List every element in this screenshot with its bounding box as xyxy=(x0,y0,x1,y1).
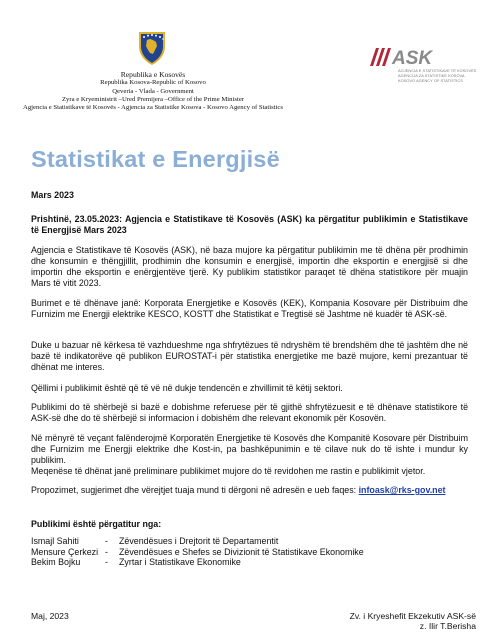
paragraph-thanks: Në mënyrë të veçant falënderojmë Korporatën Energjetike të Kosovës dhe Kompanitë Kosovare për Distribuim dhe Furnizim me Energji elektrike dhe Kost-in, pa bashkëpunimin e të cilave nuk do të ishte i mundur ky publikim. xyxy=(31,433,468,465)
staff-dash: - xyxy=(105,536,108,546)
paragraph-sources: Burimet e të dhënave janë: Korporata Energjetike e Kosovës (KEK), Kompania Kosovare për Distribuim dhe Furnizim me Energji elektrike KESCO, KOSTT dhe Statistikat e Tregtisë së Jashtme në kuadër të ASK-së. xyxy=(31,298,468,319)
contact-email-link[interactable]: infoask@rks-gov.net xyxy=(358,485,446,495)
gov-line-1: Republika e Kosovës xyxy=(120,70,186,79)
kosovo-coat-of-arms-icon xyxy=(136,30,168,66)
paragraph-intro: Agjencia e Statistikave të Kosovës (ASK), në baza mujore ka përgatitur publikimin me të dhëna për prodhimin dhe konsumin e thëngjillit, prodhimin dhe konsumin e energjisë, importin dhe eksportin e energjisë si dhe importin dhe eksportin e enërgjentëve tjerë. Ky publikim statistikor paraqet të dhëna statistikore për muajin Mars të vitit 2023. xyxy=(31,245,468,288)
staff-role: Zëvendësues i Drejtorit të Departamentit xyxy=(119,536,279,546)
gov-line-4: Zyra e Kryeministrit –Ured Premijera –Office of the Prime Minister xyxy=(61,95,245,103)
ask-logo-text: ASK xyxy=(392,48,433,69)
ask-subtitle-line-2: AGENCIJA ZA STATISTIKE KOSOVA xyxy=(398,73,465,78)
gov-line-2: Republika Kosova-Republic of Kosovo xyxy=(100,79,206,87)
staff-dash: - xyxy=(105,557,108,568)
staff-name: Ismajl Sahiti xyxy=(31,536,79,546)
paragraph-usefulness: Publikimi do të shërbejë si bazë e dobishme referuese për të gjithë shfrytëzuesit e të dhënave statistikore të ASK-së dhe do të shërbejë si informacion i dobishëm dhe relevant ekonomik për Kosovën. xyxy=(31,402,468,423)
ask-logo-mark-icon xyxy=(368,40,433,70)
signature-name: z. Ilir T.Berisha xyxy=(419,621,476,631)
footer-signature xyxy=(306,611,476,631)
paragraph-preliminary: Meqenëse të dhënat janë preliminare publikimet mujore do të revidohen me rastin e publikimit vjetor. xyxy=(31,466,426,476)
ask-subtitle xyxy=(398,68,498,83)
signature-title: Zv. i Kryeshefit Ekzekutiv ASK-së xyxy=(349,611,476,621)
paragraph-demand: Duke u bazuar në kërkesa të vazhdueshme nga shfrytëzues të ndryshëm të brendshëm dhe të jashtëm dhe në bazë të indikatorëve që publikon EUROSTAT-i për statistika energjetike me bazë mujore, kemi prezantuar të dhënat me interes. xyxy=(31,340,468,372)
document-title: Statistikat e Energjisë xyxy=(31,146,280,172)
staff-role: Zëvendësues e Shefes se Divizionit të Statistikave Ekonomike xyxy=(119,546,364,557)
staff-name: Mensure Çerkezi xyxy=(31,546,99,557)
staff-name: Bekim Bojku xyxy=(31,557,81,568)
paragraph-purpose: Qëllimi i publikimit është që të vë në dukje tendencën e zhvillimit të këtij sektori. xyxy=(31,383,343,393)
staff-row xyxy=(31,547,471,558)
paragraph-contact xyxy=(31,485,468,496)
staff-row xyxy=(31,536,471,547)
ask-logo xyxy=(368,40,433,70)
staff-list xyxy=(31,536,471,568)
staff-row xyxy=(31,557,471,568)
gov-line-3: Qeveria - Vlada - Government xyxy=(112,87,194,95)
contact-text: Propozimet, sugjerimet dhe vërejtjet tuaja mund ti dërgoni në adresën e ueb faqes: xyxy=(31,485,359,495)
footer-date: Maj, 2023 xyxy=(31,611,69,621)
publication-month: Mars 2023 xyxy=(31,190,74,200)
prepared-by-heading: Publikimi është përgatitur nga: xyxy=(31,519,162,529)
ask-subtitle-line-3: KOSOVO AGENCY OF STATISTICS xyxy=(398,78,463,83)
lead-statement: Prishtinë, 23.05.2023: Agjencia e Statistikave të Kosovës (ASK) ka përgatitur publikimin e Statistikave të Energjisë Mars 2023 xyxy=(31,214,468,235)
gov-line-5: Agjencia e Statistikave të Kosovës - Agjencia za Statistike Kosova - Kosovo Agency of Statistics xyxy=(22,104,283,112)
government-header xyxy=(0,71,306,112)
staff-dash: - xyxy=(105,546,108,557)
staff-role: Zyrtar i Statistikave Ekonomike xyxy=(119,557,241,568)
ask-subtitle-line-1: AGJENCIA E STATISTIKAVE TË KOSOVËS xyxy=(398,68,477,73)
